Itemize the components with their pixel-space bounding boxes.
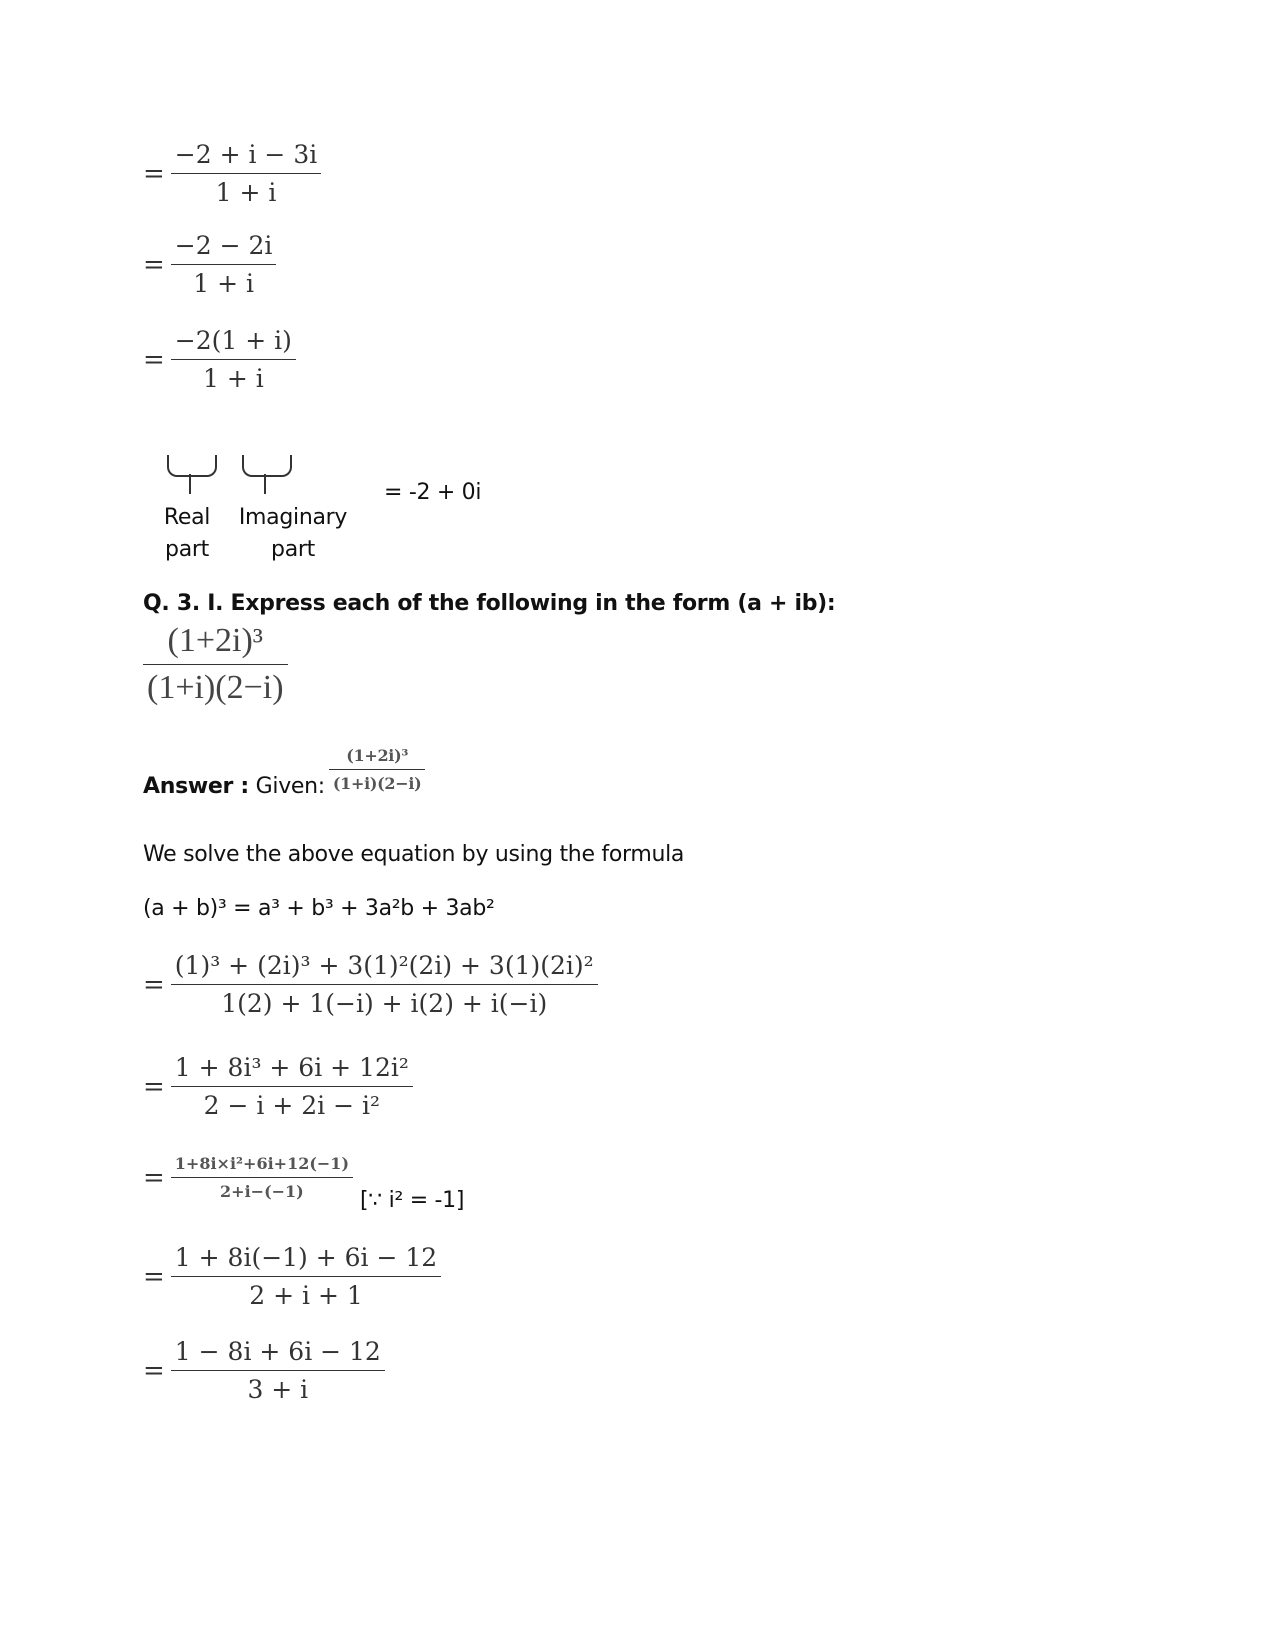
numerator: 1+8i×i²+6i+12(−1) xyxy=(174,1154,350,1173)
equals-sign: = xyxy=(143,1162,165,1193)
denominator: (1+i)(2−i) xyxy=(147,669,284,706)
equals-sign: = xyxy=(143,1355,165,1386)
step-4 xyxy=(143,951,598,1018)
fraction xyxy=(171,231,277,298)
step-6 xyxy=(143,1154,353,1201)
denominator: 3 + i xyxy=(247,1375,309,1404)
real-part-label: Real part xyxy=(163,505,211,562)
denominator: 1(2) + 1(−i) + i(2) + i(−i) xyxy=(221,989,548,1018)
question-title: Q. 3. I. Express each of the following in the form (a + ib): xyxy=(143,591,836,616)
fraction xyxy=(171,140,321,207)
result-text: = -2 + 0i xyxy=(384,480,482,505)
answer-line xyxy=(143,746,425,799)
question-expression xyxy=(143,622,288,707)
equals-sign: = xyxy=(143,1261,165,1292)
equals-sign: = xyxy=(143,969,165,1000)
denominator: 1 + i xyxy=(193,269,254,298)
formula: (a + b)³ = a³ + b³ + 3a²b + 3ab² xyxy=(143,896,495,921)
step-5 xyxy=(143,1053,413,1120)
denominator: 1 + i xyxy=(215,178,277,207)
step-8 xyxy=(143,1337,385,1404)
numerator: 1 + 8i(−1) + 6i − 12 xyxy=(174,1243,438,1272)
fraction xyxy=(171,326,296,393)
answer-label: Answer : xyxy=(143,774,249,799)
step-2 xyxy=(143,231,276,298)
equals-sign: = xyxy=(143,249,165,280)
given-fraction xyxy=(329,746,426,793)
step-7 xyxy=(143,1243,441,1310)
denominator: 2+i−(−1) xyxy=(220,1182,304,1201)
solve-text: We solve the above equation by using the formula xyxy=(143,842,685,867)
step-1 xyxy=(143,140,321,207)
step-3 xyxy=(143,326,296,393)
denominator: 2 − i + 2i − i² xyxy=(203,1091,381,1120)
numerator: (1+2i)³ xyxy=(167,622,263,659)
denominator: 1 + i xyxy=(202,364,264,393)
numerator: −2 − 2i xyxy=(174,231,273,260)
given-label: Given: xyxy=(248,774,325,799)
numerator: −2(1 + i) xyxy=(174,326,292,355)
numerator: 1 − 8i + 6i − 12 xyxy=(174,1337,381,1366)
equals-sign: = xyxy=(143,158,165,189)
identity-note: [∵ i² = -1] xyxy=(360,1188,465,1213)
equals-sign: = xyxy=(143,344,165,375)
numerator: (1+2i)³ xyxy=(346,746,409,765)
denominator: 2 + i + 1 xyxy=(249,1281,363,1310)
imaginary-part-label: Imaginary part xyxy=(238,505,348,562)
equals-sign: = xyxy=(143,1071,165,1102)
numerator: 1 + 8i³ + 6i + 12i² xyxy=(174,1053,409,1082)
numerator: −2 + i − 3i xyxy=(174,140,318,169)
denominator: (1+i)(2−i) xyxy=(332,774,422,793)
numerator: (1)³ + (2i)³ + 3(1)²(2i) + 3(1)(2i)² xyxy=(174,951,594,980)
